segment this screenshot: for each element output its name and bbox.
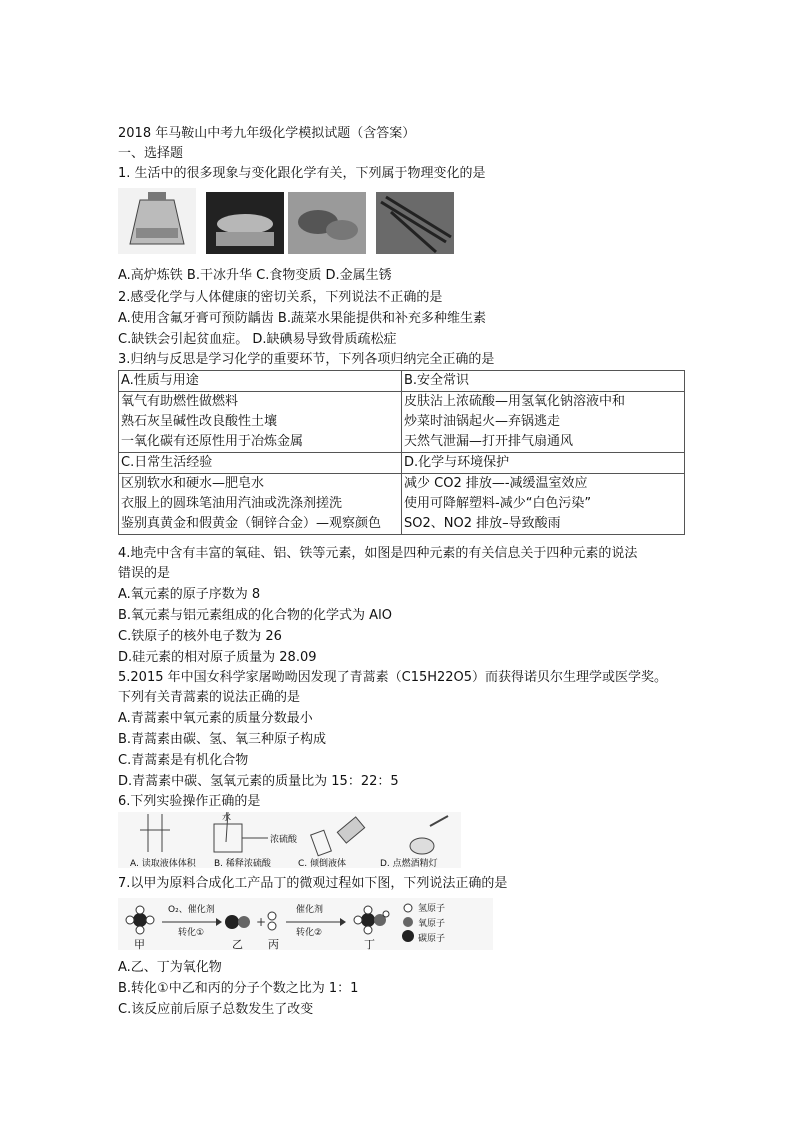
q3-options-table (118, 370, 685, 535)
q7-step2-label: 转化② (296, 928, 323, 938)
q3-cell-c-head: C.日常生活经验 (119, 453, 402, 474)
q5-option-b: B.青蒿素由碳、氢、氧三种原子构成 (118, 732, 327, 747)
q6-caption-a: A. 读取液体体积 (130, 859, 196, 868)
q7-name-jia: 甲 (134, 938, 145, 950)
spoiled-food-image (288, 192, 366, 254)
q5-stem-line1: 5.2015 年中国女科学家屠呦呦因发现了青蒿素（C15H22O5）而获得诺贝尔生理学或医学奖。 (118, 670, 668, 685)
q4-stem-line1: 4.地壳中含有丰富的氧硅、铝、铁等元素，如图是四种元素的有关信息关于四种元素的说法 (118, 546, 638, 561)
q5-option-c: C.青蒿素是有机化合物 (118, 753, 249, 768)
q1-options: A.高炉炼铁 B.干冰升华 C.食物变质 D.金属生锈 (118, 268, 392, 283)
exam-title: 2018 年马鞍山中考九年级化学模拟试题（含答案） (118, 126, 416, 141)
q4-stem-line2: 错误的是 (118, 566, 171, 581)
q4-option-d: D.硅元素的相对原子质量为 28.09 (118, 650, 317, 665)
q6-label-acid: 浓硫酸 (270, 835, 298, 845)
q6-caption-d: D. 点燃酒精灯 (380, 859, 438, 868)
q3-cell-c-body: 区别软水和硬水—肥皂水 衣服上的圆珠笔油用汽油或洗涤剂搓洗 鉴别真黄金和假黄金（铜锌合金）—观察颜色 (119, 474, 402, 535)
q4-option-a: A.氧元素的原子序数为 8 (118, 587, 261, 602)
q7-step2-condition: 催化剂 (296, 905, 324, 915)
q1-stem: 1. 生活中的很多现象与变化跟化学有关，下列属于物理变化的是 (118, 166, 486, 181)
q3-cell-d-body: 减少 CO2 排放—-减缓温室效应 使用可降解塑料-减少“白色污染” SO2、NO2 排放–导致酸雨 (402, 474, 685, 535)
q5-option-d: D.青蒿素中碳、氢氧元素的质量比为 15：22：5 (118, 774, 399, 789)
q7-legend-carbon: 碳原子 (418, 934, 446, 944)
q6-caption-c: C. 倾倒液体 (298, 859, 347, 868)
q6-caption-b: B. 稀释浓硫酸 (214, 859, 271, 868)
q7-name-yi: 乙 (232, 938, 243, 950)
q6-lab-operations-image (118, 812, 461, 868)
q3-cell-d-head: D.化学与环境保护 (402, 453, 685, 474)
q7-option-c: C.该反应前后原子总数发生了改变 (118, 1002, 314, 1017)
q3-cell-a-head: A.性质与用途 (119, 371, 402, 392)
q7-legend-hydrogen: 氢原子 (418, 904, 446, 914)
q7-name-bing: 丙 (268, 938, 279, 950)
q6-label-water: 水 (222, 813, 232, 823)
q7-step1-label: 转化① (178, 928, 205, 938)
q4-option-b: B.氧元素与铝元素组成的化合物的化学式为 AlO (118, 608, 392, 623)
q7-name-ding: 丁 (364, 938, 375, 950)
q3-cell-b-body: 皮肤沾上浓硫酸—用氢氧化钠溶液中和 炒菜时油锅起火—弃锅逃走 天然气泄漏—打开排气扇通风 (402, 392, 685, 453)
q6-stem: 6.下列实验操作正确的是 (118, 794, 261, 809)
dry-ice-image (206, 192, 284, 254)
q4-option-c: C.铁原子的核外电子数为 26 (118, 629, 282, 644)
rusty-metal-image (376, 192, 454, 254)
blast-furnace-image (118, 188, 196, 254)
q7-stem: 7.以甲为原料合成化工产品丁的微观过程如下图，下列说法正确的是 (118, 876, 508, 891)
q5-stem-line2: 下列有关青蒿素的说法正确的是 (118, 690, 301, 705)
q2-stem: 2.感受化学与人体健康的密切关系，下列说法不正确的是 (118, 290, 443, 305)
q3-cell-a-body: 氧气有助燃性做燃料 熟石灰呈碱性改良酸性土壤 一氧化碳有还原性用于冶炼金属 (119, 392, 402, 453)
q7-option-b: B.转化①中乙和丙的分子个数之比为 1：1 (118, 981, 359, 996)
svg-text:+: + (256, 915, 267, 929)
q2-options-row2: C.缺铁会引起贫血症。 D.缺碘易导致骨质疏松症 (118, 332, 397, 347)
section-heading: 一、选择题 (118, 146, 184, 161)
q5-option-a: A.青蒿素中氧元素的质量分数最小 (118, 711, 313, 726)
q3-stem: 3.归纳与反思是学习化学的重要环节，下列各项归纳完全正确的是 (118, 352, 495, 367)
q7-option-a: A.乙、丁为氧化物 (118, 960, 222, 975)
q7-legend-oxygen: 氧原子 (418, 919, 446, 929)
q7-reaction-diagram (118, 898, 493, 950)
q7-step1-condition: O₂、催化剂 (168, 905, 215, 915)
q2-options-row1: A.使用含氟牙膏可预防龋齿 B.蔬菜水果能提供和补充多种维生素 (118, 311, 486, 326)
q3-cell-b-head: B.安全常识 (402, 371, 685, 392)
